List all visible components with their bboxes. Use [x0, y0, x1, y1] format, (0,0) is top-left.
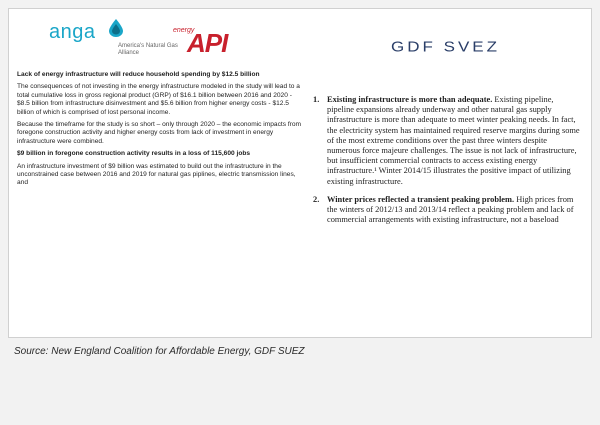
left-paragraph-1: The consequences of not investing in the energy infrastructure modeled in the study will lead to a total cumulative loss in gross regional product (GRP) of $16.1 billion between 2016 and 2020 - $8.5 billion from infrastructure disinvestment and $5.6 billion from higher energy costs - $12.5 billion of which is comprised of lost personal income. [17, 83, 300, 116]
item-title: Winter prices reflected a transient peaking problem. [327, 194, 515, 204]
list-item [313, 195, 581, 226]
anga-logo [49, 21, 178, 56]
right-logos [313, 9, 581, 95]
document-panel [8, 8, 592, 338]
api-energy-prefix: energy [173, 27, 195, 34]
item-text: Existing pipeline, pipeline expansions already underway and other natural gas supply infrastructure is more than adequate to meet winter peaking needs. In fact, the electricity system has maintained required reserve margins during some of the most extreme conditions over the past three winters despite numerous force majeure challenges. The issue is not lack of infrastructure, but insufficient commercial contracts to access existing energy infrastructure.¹ Winter 2014/15 illustrates the positive impact of utilizing existing infrastructure. [327, 95, 580, 186]
gdf-suez-logo: GDF SVEZ [391, 38, 501, 55]
left-heading-2: $9 billion in foregone construction activity results in a loss of 115,600 jobs [17, 150, 251, 158]
api-logo [167, 27, 255, 58]
source-caption: Source: New England Coalition for Affordable Energy, GDF SUEZ [14, 346, 305, 357]
anga-wordmark: anga [49, 21, 96, 43]
left-paragraph-3: An infrastructure investment of $9 billion was estimated to build out the infrastructure in the unconstrained case between 2016 and 2019 for natural gas piplines, electric transmission lines, and [17, 162, 296, 187]
left-paragraph-2: Because the timeframe for the study is so short – only through 2020 – the economic impacts from foregone construction activity and higher energy costs from lack of investment in energy infrastructure were combined. [17, 121, 302, 145]
item-number: 1. [313, 95, 320, 104]
anga-drop-icon [109, 19, 123, 37]
left-heading-1: Lack of energy infrastructure will reduce household spending by $12.5 billion [17, 71, 260, 78]
list-item [313, 95, 581, 187]
anga-tagline: America's Natural Gas Alliance [118, 43, 178, 56]
left-document [17, 9, 303, 192]
item-number: 2. [313, 194, 320, 204]
item-title: Existing infrastructure is more than adequate. [327, 95, 493, 104]
left-body [17, 71, 303, 188]
item-text: High prices from the winters of 2012/13 and 2013/14 reflect a peaking problem and lack of commercial arrangements with existing infrastructure, not a baseload [327, 194, 574, 225]
api-wordmark: API [187, 28, 228, 58]
left-logos [17, 9, 303, 71]
right-body [313, 95, 581, 225]
right-document [313, 9, 581, 233]
